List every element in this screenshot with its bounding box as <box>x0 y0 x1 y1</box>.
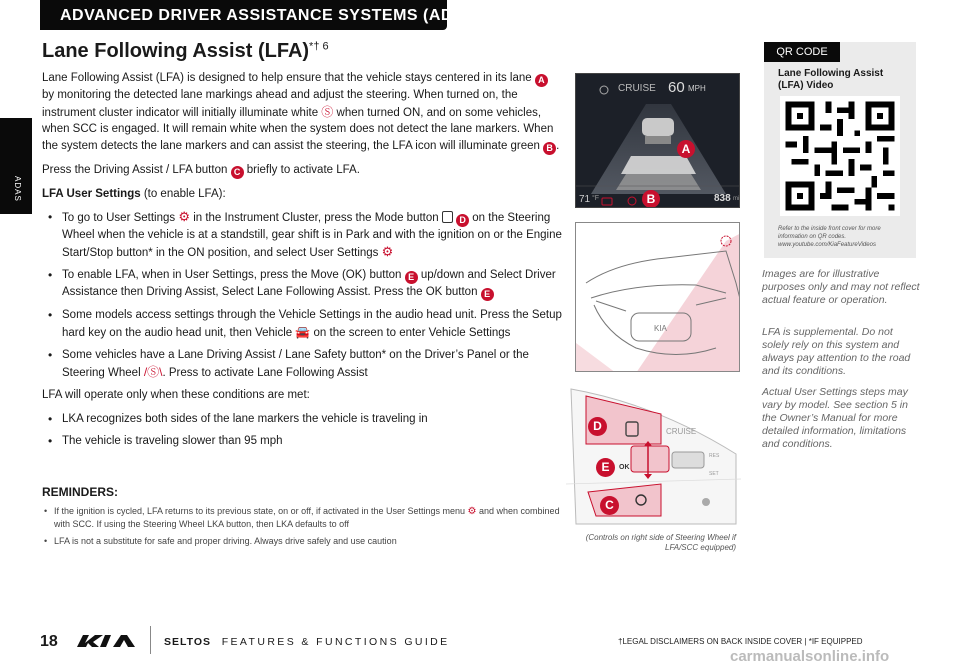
kia-logo-graphic <box>75 633 139 649</box>
marker-e: E <box>405 271 418 284</box>
user-settings-heading-rest: (to enable LFA): <box>140 187 226 200</box>
side-tab <box>0 118 32 214</box>
reminder-1-text-1: If the ignition is cycled, LFA returns to its previous state, on or off, if activated in the User Settings menu <box>54 506 468 516</box>
lfa-steering-icon: Ⓢ <box>321 104 334 119</box>
mode-button-icon <box>442 211 453 223</box>
watermark: carmanualsonline.info <box>730 648 890 665</box>
disclaimer-illustrative: Images are for illustrative purposes only and may not reflect actual feature or operation. <box>762 268 920 306</box>
gear-icon: ⚙ <box>381 243 394 259</box>
instrument-cluster-image <box>575 73 740 208</box>
marker-a: A <box>535 74 548 87</box>
disclaimer-settings: Actual User Settings steps may vary by model. See section 5 in the Owner’s Manual for more detailed information, limitations and conditions. <box>762 386 908 450</box>
wheel-res-label: RES <box>709 453 720 459</box>
cluster-speed-unit: MPH <box>688 84 706 93</box>
marker-c: C <box>231 166 244 179</box>
condition-item: • LKA recognizes both sides of the lane markers the vehicle is traveling in <box>42 411 562 428</box>
car-drawing <box>576 223 740 372</box>
user-settings-heading-bold: LFA User Settings <box>42 187 141 200</box>
intro-text-4: . <box>556 139 560 152</box>
marker-c: C <box>600 496 619 515</box>
page-title <box>42 40 329 63</box>
reminders-section <box>42 485 562 552</box>
footer-legal: †LEGAL DISCLAIMERS ON BACK INSIDE COVER | *IF EQUIPPED <box>618 637 863 646</box>
qr-note: Refer to the inside front cover for more information on QR codes. www.youtube.com/KiaFeatureVideos <box>778 226 881 248</box>
marker-d: D <box>456 214 469 227</box>
bullet-1-text-1: To go to User Settings <box>62 212 179 224</box>
cluster-temp: 71 <box>579 194 591 205</box>
settings-bullet-2 <box>42 267 562 301</box>
reminder-item: • LFA is not a substitute for safe and proper driving. Always drive safely and use caution <box>42 535 562 547</box>
user-settings-heading <box>42 186 562 203</box>
lane-safety-icon: /Ⓢ\ <box>143 364 163 379</box>
cluster-cruise-label: CRUISE <box>618 83 656 94</box>
page-title-text: Lane Following Assist (LFA) <box>42 40 310 62</box>
wheel-caption: (Controls on right side of Steering Wheel if LFA/SCC equipped) <box>585 533 736 552</box>
reminders-title: REMINDERS: <box>42 485 119 499</box>
cluster-odometer-unit: mi <box>733 196 740 202</box>
wheel-set-label: SET <box>709 471 719 477</box>
cluster-temp-unit: °F <box>592 195 600 202</box>
qr-title: Lane Following Assist (LFA) Video <box>778 68 884 91</box>
qr-code-graphic <box>780 96 900 216</box>
intro-paragraph <box>42 70 562 155</box>
marker-b: B <box>543 142 556 155</box>
disclaimer-supplemental: LFA is supplemental. Do not solely rely on this system and always pay attention to the road and its conditions. <box>762 326 911 377</box>
settings-bullet-4 <box>42 347 562 381</box>
condition-item: • The vehicle is traveling slower than 95 mph <box>42 433 562 450</box>
marker-d: D <box>588 417 607 436</box>
qr-code[interactable] <box>780 96 900 216</box>
press-paragraph <box>42 162 562 179</box>
bullet-2-text-2: up/down and Select Driver Assistance then Driving Assist, Select Lane Following Assist. Press the OK button <box>62 269 556 298</box>
cluster-drawing <box>576 74 740 208</box>
cluster-speed: 60 <box>668 79 685 96</box>
bullet-4-text-2: . Press to activate Lane Following Assist <box>162 366 368 379</box>
settings-bullet-3 <box>42 307 562 341</box>
footer-model: SELTOS <box>164 636 212 648</box>
svg-text:KIA: KIA <box>654 324 667 333</box>
qr-panel <box>764 42 916 258</box>
intro-text-1: Lane Following Assist (LFA) is designed to help ensure that the vehicle stays centered in its lane <box>42 72 535 84</box>
footer-divider <box>150 626 151 654</box>
bullet-3-text-1: Some models access settings through the Vehicle Settings in the audio head unit. Press the Setup hard key on the audio head unit, then Vehicle <box>62 309 562 339</box>
page-number: 18 <box>40 633 58 650</box>
section-banner-text: ADVANCED DRIVER ASSISTANCE SYSTEMS (ADAS) <box>60 7 483 24</box>
kia-logo <box>75 633 139 654</box>
cluster-odometer: 838 <box>714 193 731 204</box>
footer-guide-text: FEATURES & FUNCTIONS GUIDE <box>221 636 450 648</box>
bullet-1-text-2: in the Instrument Cluster, press the Mode button <box>190 212 442 224</box>
qr-tab: QR CODE <box>764 42 840 62</box>
page-title-sup: *† 6 <box>309 40 329 53</box>
intro-text-3: when turned ON, and on some vehicles, when SCC is engaged. It will remain white when the system does not detect the lane markers. When the system detects the lane markers and can assist the steering, the LFA icon will illuminate green <box>42 106 554 152</box>
reminder-1-text-2: and when combined with SCC. If using the Steering Wheel LKA button, then LKA defaults to off <box>54 506 560 529</box>
marker-e: E <box>596 458 615 477</box>
car-front-image <box>575 222 740 372</box>
bullet-1-text-3: on the Steering Wheel when the vehicle is at a standstill, gear shift is in Park and with the ignition on or the Engine Start/Stop button* in the ON position, and select User Settings <box>62 212 562 259</box>
conditions-intro: LFA will operate only when these conditions are met: <box>42 389 310 401</box>
bullet-4-text-1: Some vehicles have a Lane Driving Assist / Lane Safety button* on the Driver’s Panel or the Steering Wheel <box>62 349 529 379</box>
gear-icon: ⚙ <box>467 506 477 517</box>
section-banner <box>40 0 483 30</box>
steering-wheel-controls-image <box>566 384 741 527</box>
reminder-item <box>42 505 562 530</box>
settings-bullet-1 <box>42 209 562 261</box>
marker-e: E <box>481 288 494 301</box>
bullet-3-text-2: on the screen to enter Vehicle Settings <box>310 326 511 339</box>
main-column <box>42 70 562 456</box>
press-text-1: Press the Driving Assist / LFA button <box>42 163 231 176</box>
gear-icon: ⚙ <box>178 209 190 224</box>
wheel-ok-label: OK <box>619 464 630 471</box>
marker-a: A <box>677 140 695 158</box>
intro-text-2: by monitoring the detected lane markings ahead and adjust the steering. When turned on, the instrument cluster indicator will initially illuminate white <box>42 89 518 119</box>
bullet-2-text-1: To enable LFA, when in User Settings, press the Move (OK) button <box>62 269 405 281</box>
footer-guide-title <box>164 636 450 648</box>
press-text-2: briefly to activate LFA. <box>243 163 360 176</box>
vehicle-settings-icon: 🚘 <box>295 324 311 339</box>
wheel-cruise-label: CRUISE <box>666 427 697 436</box>
side-tab-label: ADAS <box>13 176 22 202</box>
marker-b: B <box>642 190 660 208</box>
